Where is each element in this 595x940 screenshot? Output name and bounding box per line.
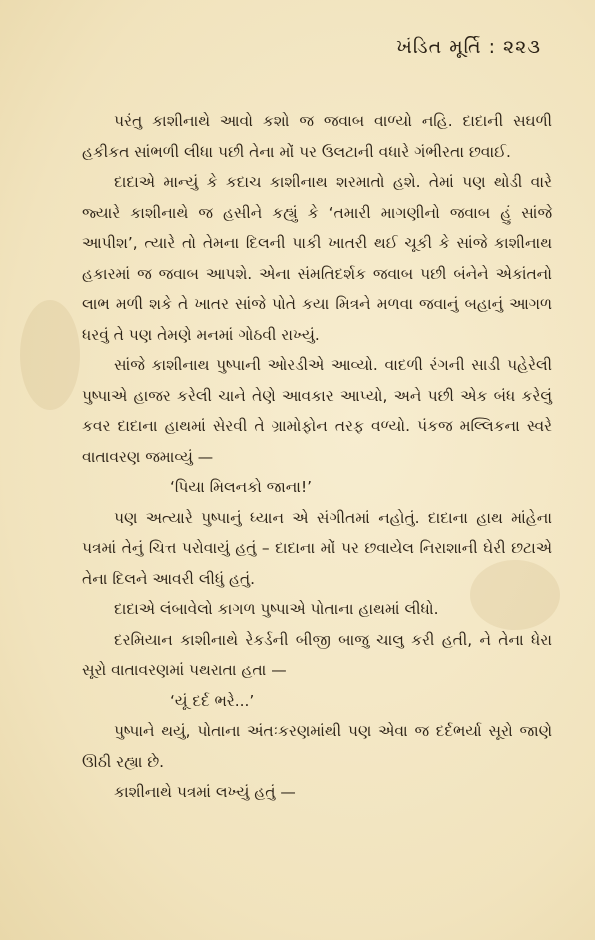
paragraph: પરંતુ કાશીનાથે આવો કશો જ જવાબ વાળ્યો નહિ. દાદાની સઘળી હકીકત સાંભળી લીધા પછી તેના મોં પર ઉલટાની વધારે ગંભીરતા છવાઈ. bbox=[82, 112, 552, 161]
paragraph: સાંજે કાશીનાથ પુષ્પાની ઓરડીએ આવ્યો. વાદળી રંગની સાડી પહેરેલી પુષ્પાએ હાજર કરેલી ચાને તેણે આવકાર આપ્યો, અને પછી એક બંધ કરેલું કવર દાદાના હાથમાં સેરવી તે ગ્રામોફોન તરફ વળ્યો. પંકજ મલ્લિકના સ્વરે વાતાવરણ જમાવ્યું — bbox=[82, 356, 552, 466]
running-head: ખંડિત મૂર્તિ : ૨૨૩ bbox=[396, 36, 541, 58]
paragraph: પુષ્પાને થયું, પોતાના અંતઃકરણમાંથી પણ એવા જ દર્દભર્યા સૂરો જાણે ઊઠી રહ્યા છે. bbox=[82, 722, 552, 771]
paragraph: દરમિયાન કાશીનાથે રેકર્ડની બીજી બાજુ ચાલુ કરી હતી, ને તેના ધેરા સૂરો વાતાવરણમાં પથરાતા હતા — bbox=[82, 630, 552, 679]
paragraph: દાદાએ માન્યું કે કદાચ કાશીનાથ શરમાતો હશે. તેમાં પણ થોડી વારે જ્યારે કાશીનાથે જ હસીને કહ્યું કે ‘તમારી માગણીનો જવાબ હું સાંજે આપીશ’, ત્યારે તો તેમના દિલની પાકી ખાતરી થઈ ચૂકી કે સાંજે કાશીનાથ હકારમાં જ જવાબ આપશે. એના સંમતિદર્શક જવાબ પછી બંનેને એકાંતનો લાભ મળી શકે તે ખાતર સાંજે પોતે કયા મિત્રને મળવા જવાનું બહાનું આગળ ધરવું તે પણ તેમણે મનમાં ગોઠવી રાખ્યું. bbox=[82, 173, 552, 344]
paragraph: કાશીનાથે પત્રમાં લખ્યું હતું — bbox=[114, 783, 296, 801]
page-body bbox=[82, 106, 552, 808]
song-quote: ‘યૂં દર્દ ભરે...’ bbox=[170, 691, 255, 710]
paper-stain bbox=[20, 300, 80, 410]
paragraph: પણ અત્યારે પુષ્પાનું ધ્યાન એ સંગીતમાં નહોતું. દાદાના હાથ માંહેના પત્રમાં તેનું ચિત્ત પરોવાયું હતું – દાદાના મોં પર છવાયેલ નિરાશાની ઘેરી છટાએ તેના દિલને આવરી લીધું હતું. bbox=[82, 508, 553, 588]
song-quote: ‘પિયા મિલનકો જાના!’ bbox=[170, 478, 312, 496]
paragraph: દાદાએ લંબાવેલો કાગળ પુષ્પાએ પોતાના હાથમાં લીધો. bbox=[114, 600, 439, 618]
